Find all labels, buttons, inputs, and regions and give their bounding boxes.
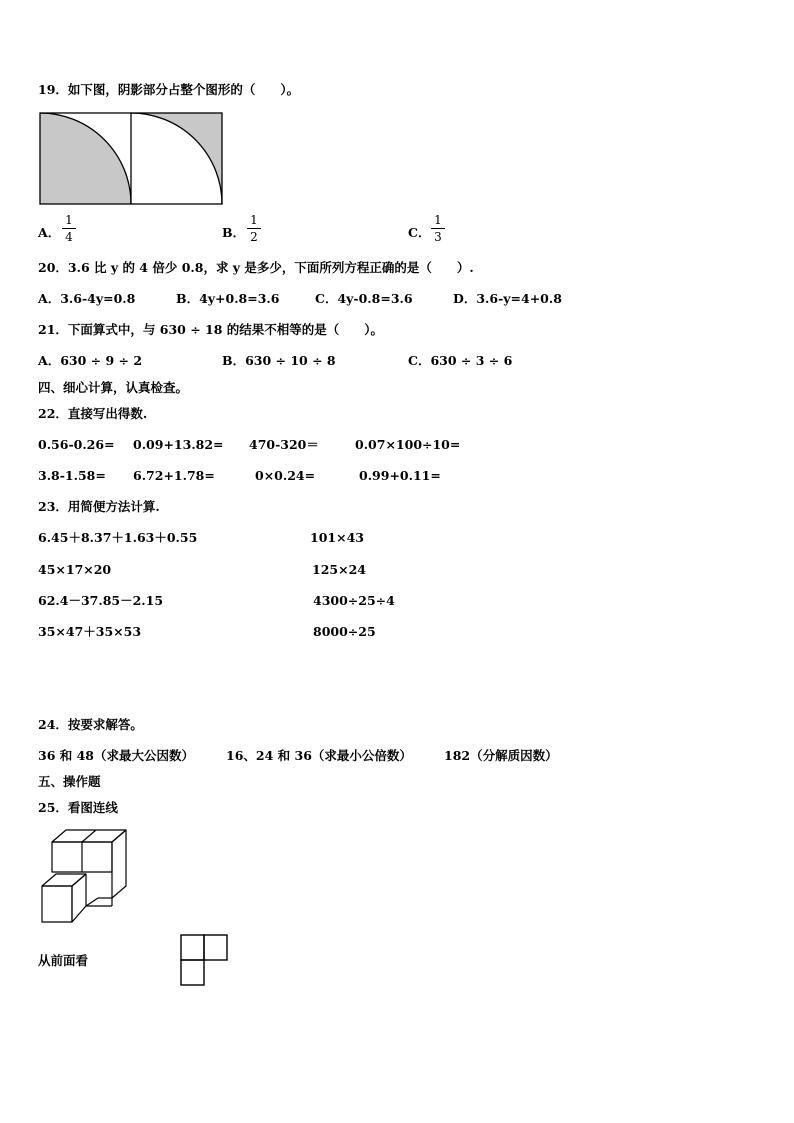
- q23-expression: 45×17×20: [38, 562, 112, 577]
- q20-option-b[interactable]: B．4y+0.8=3.6: [176, 291, 280, 306]
- q22-expression: 0×0.24=: [255, 468, 316, 483]
- q19-figure: [38, 111, 226, 206]
- q20-option-d[interactable]: D．3.6-y=4+0.8: [453, 291, 562, 306]
- fraction-denominator: 4: [65, 230, 73, 244]
- q23-expression: 101×43: [310, 530, 364, 545]
- q20-option-a[interactable]: A．3.6-4y=0.8: [38, 291, 136, 306]
- q22-expression: 0.99+0.11=: [359, 468, 441, 483]
- q23-expression: 8000÷25: [313, 624, 376, 639]
- q24-stem: 24．按要求解答。: [38, 717, 143, 732]
- section-5-heading: 五、操作题: [38, 774, 101, 789]
- q19-option-a-label: A．: [38, 225, 61, 240]
- q20-option-c[interactable]: C．4y-0.8=3.6: [315, 291, 413, 306]
- q21-option-b[interactable]: B．630 ÷ 10 ÷ 8: [222, 353, 336, 368]
- q22-expression: 0.07×100÷10=: [355, 437, 461, 452]
- fraction-denominator: 3: [434, 230, 442, 244]
- q23-expression: 62.4－37.85－2.15: [38, 593, 164, 608]
- q24-item: 16、24 和 36（求最小公倍数）: [226, 748, 412, 763]
- q22-expression: 0.09+13.82=: [133, 437, 224, 452]
- fraction-numerator: 1: [434, 213, 442, 227]
- q23-stem: 23．用简便方法计算.: [38, 499, 160, 514]
- q24-item: 182（分解质因数）: [444, 748, 558, 763]
- q23-expression: 125×24: [312, 562, 366, 577]
- fraction-numerator: 1: [250, 213, 258, 227]
- fraction-denominator: 2: [250, 230, 258, 244]
- q19-option-a-fraction[interactable]: [62, 213, 76, 244]
- q19-stem: 19．如下图，阴影部分占整个图形的（ ）。: [38, 82, 300, 97]
- q19-option-c-label: C．: [408, 225, 431, 240]
- q22-stem: 22．直接写出得数.: [38, 406, 148, 421]
- q19-option-c-fraction[interactable]: [431, 213, 445, 244]
- q25-stem: 25．看图连线: [38, 800, 118, 815]
- q24-item: 36 和 48（求最大公因数）: [38, 748, 194, 763]
- q19-left-shade: [40, 113, 131, 204]
- q20-stem: 20．3.6 比 y 的 4 倍少 0.8，求 y 是多少，下面所列方程正确的是（ ）.: [38, 260, 474, 275]
- q19-option-b-label: B．: [222, 225, 246, 240]
- q25-cube-stack-figure: [38, 828, 132, 924]
- q23-expression: 6.45＋8.37＋1.63＋0.55: [38, 530, 198, 545]
- q19-option-b-fraction[interactable]: [247, 213, 261, 244]
- q23-expression: 35×47＋35×53: [38, 624, 142, 639]
- fraction-numerator: 1: [65, 213, 73, 227]
- q22-expression: 6.72+1.78=: [133, 468, 215, 483]
- q21-stem: 21．下面算式中，与 630 ÷ 18 的结果不相等的是（ ）。: [38, 322, 384, 337]
- q25-view-label[interactable]: 从前面看: [38, 953, 89, 968]
- q23-expression: 4300÷25÷4: [313, 593, 395, 608]
- q25-front-view-figure[interactable]: [178, 932, 230, 988]
- q21-option-c[interactable]: C．630 ÷ 3 ÷ 6: [408, 353, 513, 368]
- q19-right-shade: [131, 113, 222, 204]
- q22-expression: 0.56-0.26=: [38, 437, 115, 452]
- section-4-heading: 四、细心计算，认真检查。: [38, 380, 189, 395]
- q22-expression: 470-320＝: [249, 437, 319, 452]
- q22-expression: 3.8-1.58=: [38, 468, 106, 483]
- q21-option-a[interactable]: A．630 ÷ 9 ÷ 2: [38, 353, 143, 368]
